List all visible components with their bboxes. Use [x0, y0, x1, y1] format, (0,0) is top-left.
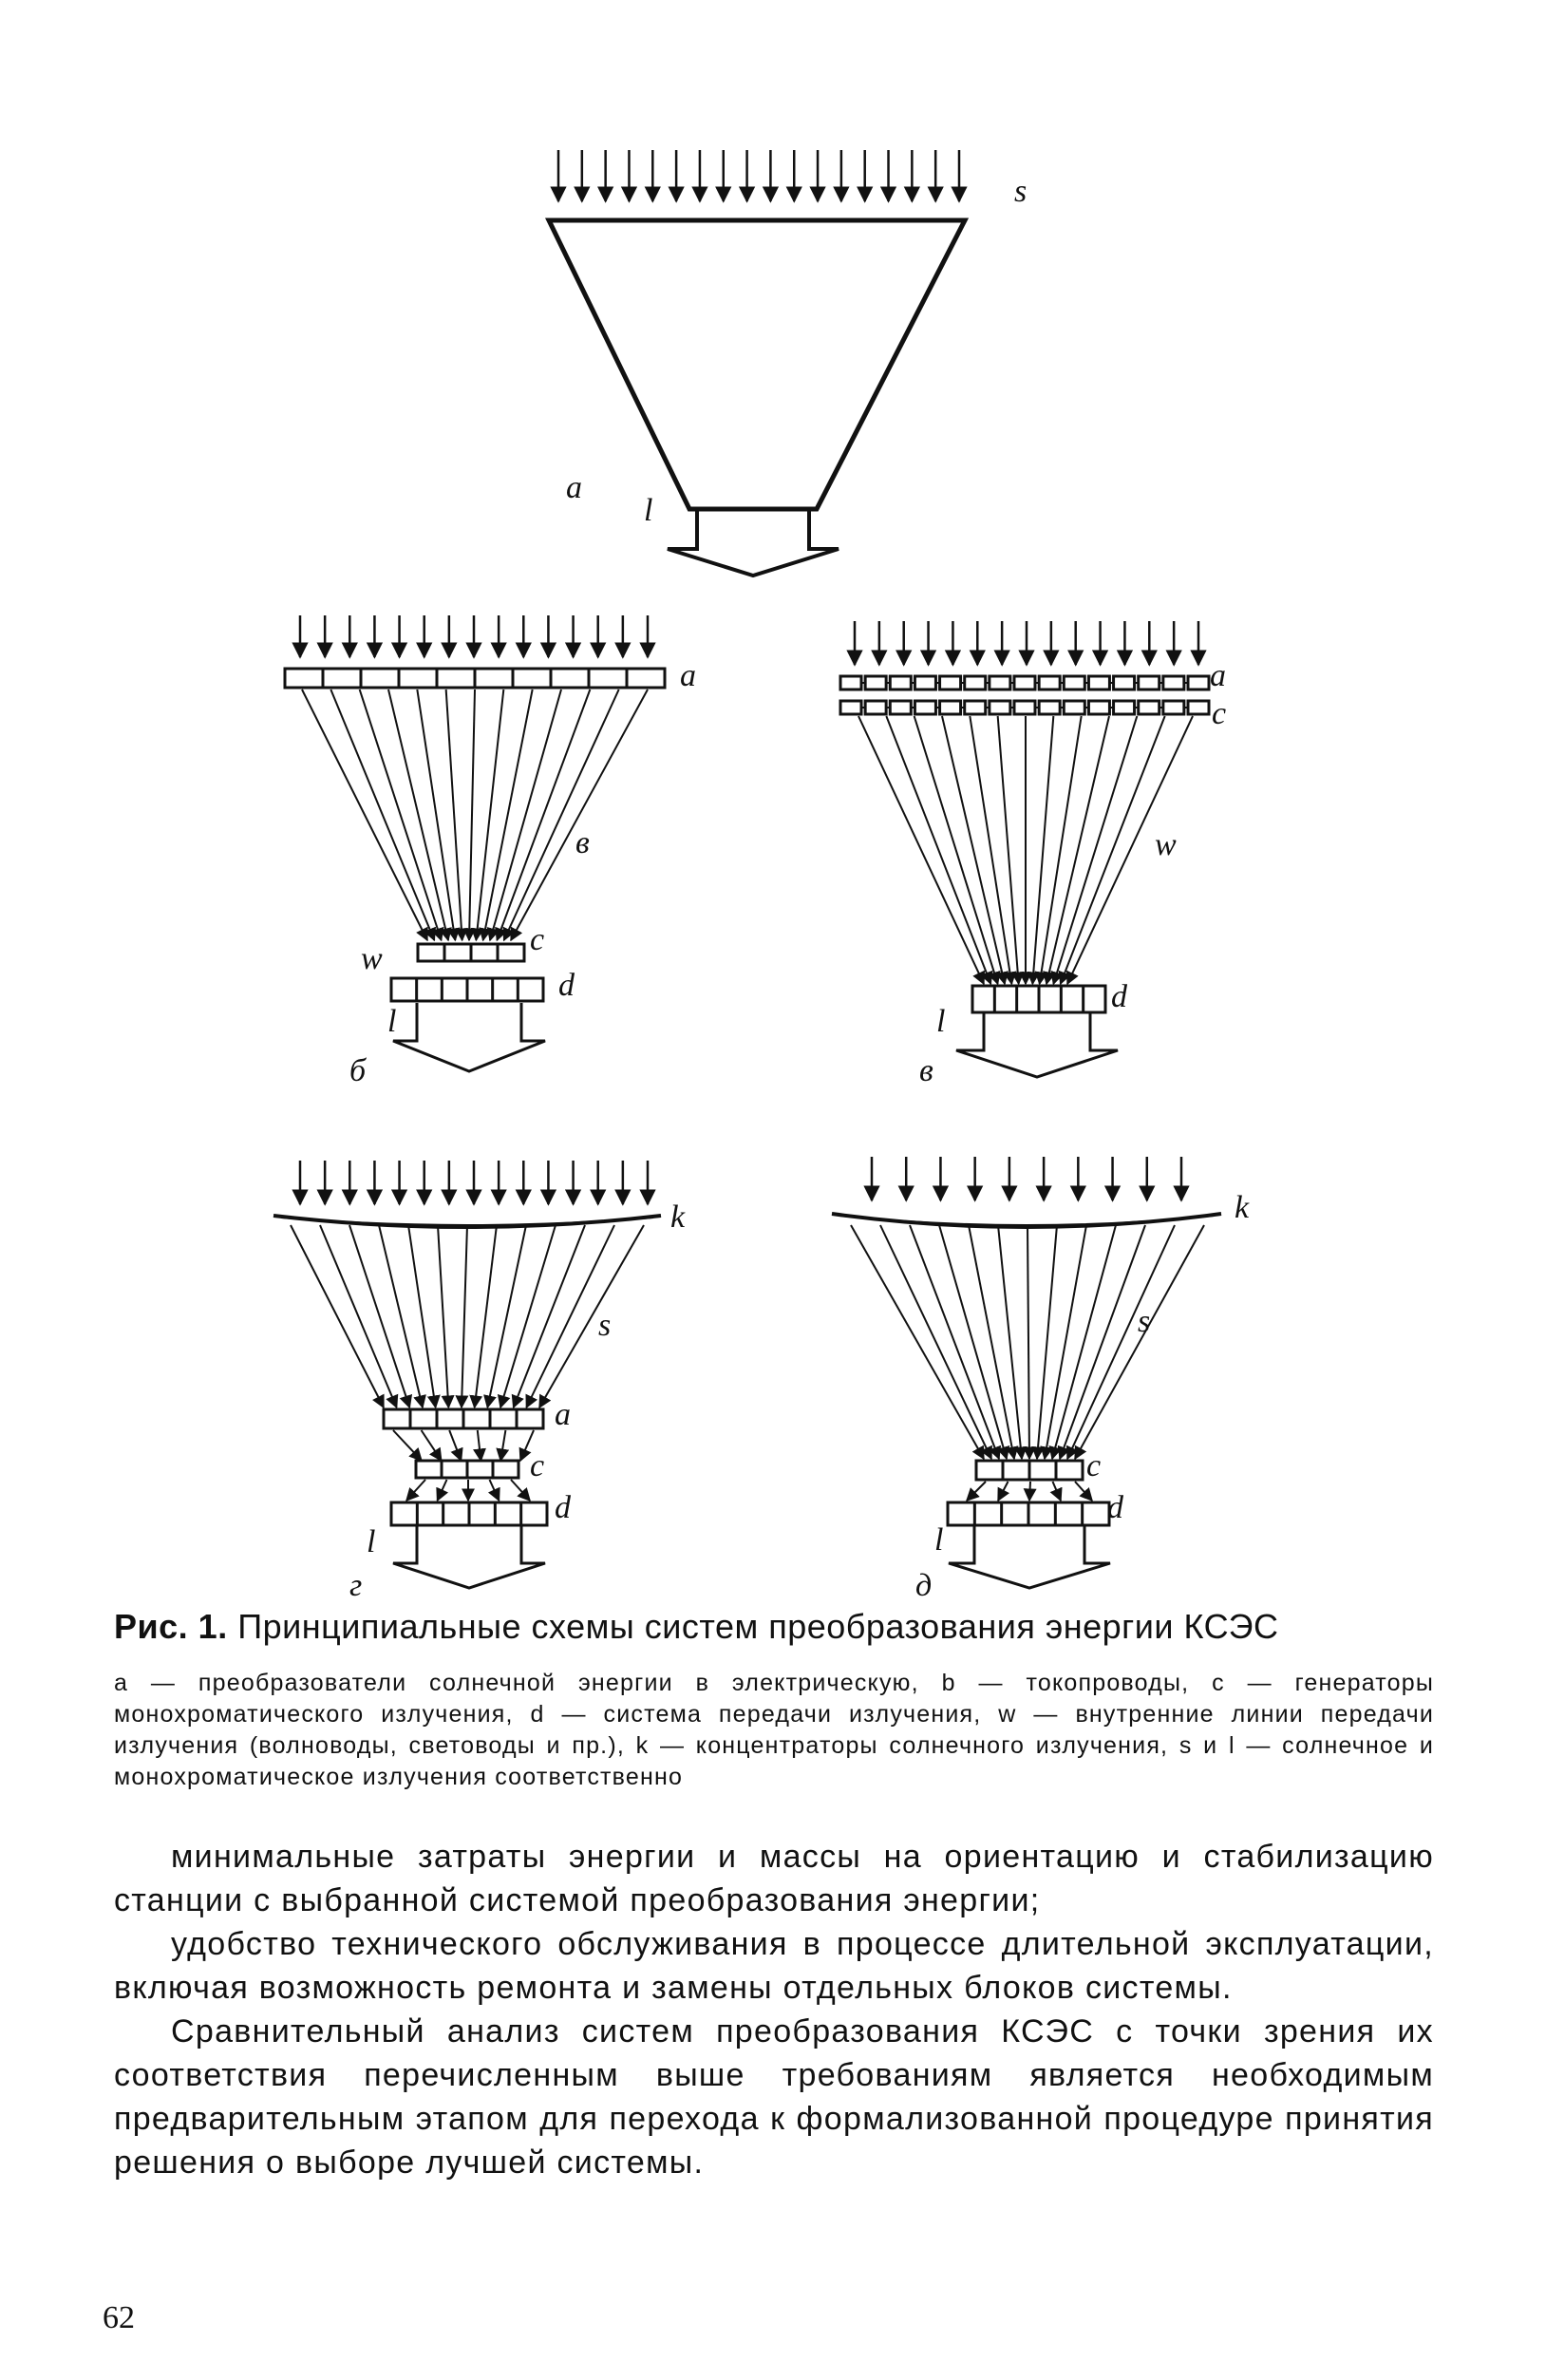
transmission-line [446, 689, 462, 940]
converter-to-generator [478, 1430, 481, 1461]
concentrated-ray [291, 1225, 384, 1407]
transmission-line [504, 689, 619, 940]
generator-to-emitter [511, 1480, 530, 1501]
paragraph: минимальные затраты энергии и массы на ориентацию и стабилизацию станции с выбранной системой преобразования энергии; [114, 1839, 1434, 1918]
label-a-s: s [1014, 174, 1028, 209]
paragraph: Сравнительный анализ систем преобразования КСЭС с точки зрения их соответствия перечисленным выше требованиям является необходимым предварительным этапом для перехода к формализованной процедуре принятия решения о выборе лучшей системы. [114, 2013, 1434, 2181]
generator-cell [990, 701, 1010, 714]
converter-cell [965, 676, 986, 689]
generator-to-emitter [1075, 1482, 1092, 1501]
label-d-s: s [1138, 1304, 1151, 1339]
generator-cell [865, 701, 886, 714]
output-arrow [949, 1525, 1110, 1588]
waveguide-line [942, 716, 1005, 984]
converter-to-generator [500, 1430, 505, 1461]
generator-cell [1139, 701, 1160, 714]
converter-cell [914, 676, 935, 689]
converter-cell [1064, 676, 1084, 689]
waveguide-line [1040, 716, 1082, 984]
waveguide-line [886, 716, 990, 984]
label-v-c: c [1212, 696, 1227, 731]
concentrated-ray [438, 1225, 448, 1407]
figure-title: Принципиальные схемы систем преобразования энергии КСЭС [237, 1607, 1279, 1646]
label-d-k: k [1235, 1190, 1250, 1225]
label-a-a: a [566, 470, 582, 505]
generator-cell [1188, 701, 1209, 714]
transmission-line [469, 689, 475, 940]
label-v-letter: в [919, 1053, 933, 1088]
label-d-d: d [1107, 1490, 1123, 1525]
concentrated-ray [851, 1225, 984, 1459]
generator-cell [1064, 701, 1084, 714]
generator-cell [1114, 701, 1135, 714]
waveguide-line [998, 716, 1019, 984]
converter-cell [840, 676, 861, 689]
transmission-line [302, 689, 427, 940]
converter-cell [1163, 676, 1184, 689]
label-b-w: w [361, 941, 383, 976]
concentrator-mirror-inner [281, 1218, 653, 1225]
generator-cell [890, 701, 911, 714]
generator-to-emitter [438, 1480, 447, 1501]
label-g-a: a [555, 1397, 571, 1432]
converter-cell [940, 676, 961, 689]
label-d-letter: д [915, 1568, 933, 1603]
concentrated-ray [939, 1225, 1007, 1459]
converter-to-generator [393, 1430, 422, 1461]
concentrated-ray [539, 1225, 644, 1407]
converter-cell [990, 676, 1010, 689]
converter-to-generator [422, 1430, 442, 1461]
generator-to-emitter [1029, 1482, 1030, 1501]
converter-to-generator [449, 1430, 461, 1461]
output-arrow [393, 1525, 545, 1588]
label-d-l: l [934, 1522, 944, 1558]
figure-caption-title [114, 1607, 1443, 1647]
concentrated-ray [1028, 1225, 1029, 1459]
label-v-a: a [1210, 658, 1226, 693]
label-a-l: l [644, 493, 653, 528]
panel-b [285, 615, 665, 1071]
figure-legend: а — преобразователи солнечной энергии в электрическую, b — токопроводы, с — генераторы монохроматического излучения, d — система передачи излучения, w — внутренние линии передачи излучения (волноводы, световоды и пр.), k — концентраторы солнечного излучения, s и l — солнечное и монохроматическое излучения соответственно [114, 1670, 1434, 1790]
converter-cell [865, 676, 886, 689]
converter-cell [1088, 676, 1109, 689]
generator-cell [1039, 701, 1060, 714]
concentrated-ray [408, 1225, 436, 1407]
generator-to-emitter [998, 1482, 1009, 1501]
output-arrow [668, 509, 839, 576]
generator-cell [914, 701, 935, 714]
label-b-l: l [387, 1004, 397, 1039]
label-g-s: s [598, 1308, 612, 1343]
concentrated-ray [910, 1225, 999, 1459]
generator-cell [1088, 701, 1109, 714]
label-b-d: d [558, 968, 575, 1003]
label-d-c: c [1086, 1448, 1102, 1483]
waveguide-line [1061, 716, 1165, 984]
label-v-w: w [1155, 827, 1177, 862]
concentrated-ray [500, 1225, 556, 1407]
label-v-d: d [1111, 979, 1127, 1014]
label-b-c: c [530, 922, 545, 957]
label-b-letter: б [349, 1053, 367, 1088]
waveguide-line [1053, 716, 1137, 984]
panel-v [840, 621, 1209, 1077]
converter-cell [1139, 676, 1160, 689]
generator-to-emitter [1053, 1482, 1062, 1501]
generator-cell [940, 701, 961, 714]
concentrated-ray [1037, 1225, 1057, 1459]
generator-to-emitter [406, 1480, 425, 1501]
concentrated-ray [1075, 1225, 1204, 1459]
concentrated-ray [1060, 1225, 1145, 1459]
concentrated-ray [514, 1225, 585, 1407]
converter-cell [1039, 676, 1060, 689]
generator-to-emitter [490, 1480, 500, 1501]
converter-cell [1014, 676, 1035, 689]
label-v-l: l [936, 1004, 946, 1039]
label-g-letter: г [349, 1568, 363, 1603]
transmission-line [417, 689, 455, 940]
page-number: 62 [103, 2300, 135, 2335]
converter-cell [890, 676, 911, 689]
concentrated-ray [462, 1225, 467, 1407]
waveguide-line [1032, 716, 1053, 984]
body-text [114, 1835, 1434, 2184]
concentrator-mirror-inner [839, 1216, 1214, 1225]
waveguide-line [858, 716, 984, 984]
label-g-c: c [530, 1448, 545, 1483]
transmission-line [497, 689, 590, 940]
label-g-k: k [670, 1199, 686, 1235]
transmission-line [360, 689, 442, 940]
panel-g [273, 1161, 661, 1588]
panel-d [832, 1157, 1221, 1588]
panel-a [549, 150, 965, 576]
label-g-d: d [555, 1490, 571, 1525]
output-arrow [956, 1012, 1118, 1077]
converter-cell [1188, 676, 1209, 689]
concentrated-ray [998, 1225, 1022, 1459]
generator-cell [965, 701, 986, 714]
figure-label: Рис. 1. [114, 1607, 228, 1646]
waveguide-line [1046, 716, 1109, 984]
paragraph: удобство технического обслуживания в процессе длительной эксплуатации, включая возможность ремонта и замены отдельных блоков системы. [114, 1926, 1434, 2006]
label-b-b: в [575, 825, 590, 860]
converter-trapezoid [549, 220, 965, 509]
generator-cell [840, 701, 861, 714]
waveguide-line [914, 716, 998, 984]
label-g-l: l [367, 1524, 376, 1559]
converter-cell [1114, 676, 1135, 689]
generator-cell [1014, 701, 1035, 714]
waveguide-line [970, 716, 1011, 984]
label-b-a: a [680, 658, 696, 693]
output-arrow [393, 1003, 545, 1071]
generator-cell [1163, 701, 1184, 714]
concentrated-ray [1045, 1225, 1086, 1459]
generator-to-emitter [967, 1482, 986, 1501]
transmission-line [511, 689, 648, 940]
